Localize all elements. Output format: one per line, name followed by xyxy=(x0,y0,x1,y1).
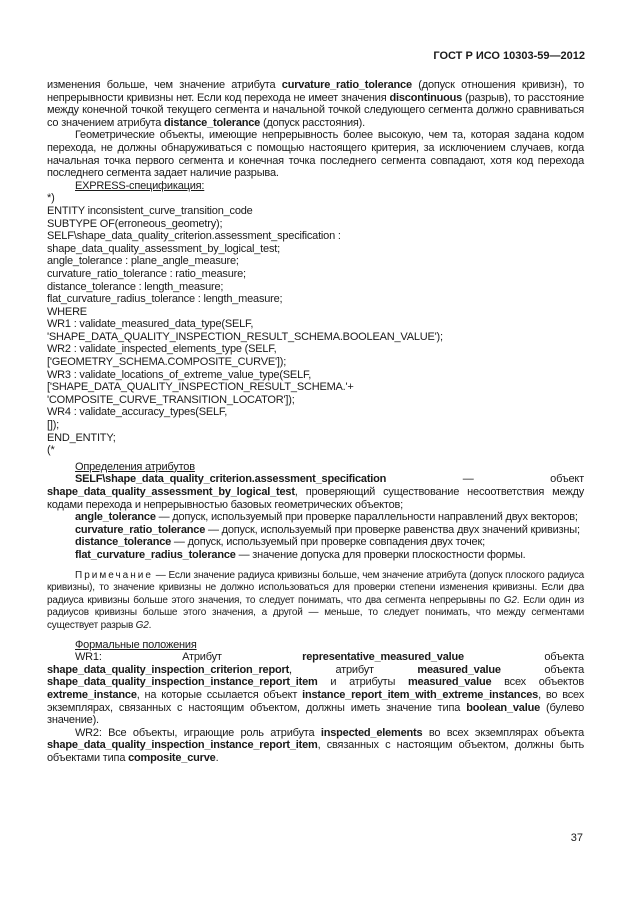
attribute-flat-curvature-radius-tolerance xyxy=(47,549,584,562)
code-line: WR3 : validate_locations_of_extreme_value_type(SELF, xyxy=(47,368,312,381)
term: shape_data_quality_inspection_criterion_report xyxy=(47,663,290,676)
term: boolean_value xyxy=(466,701,541,714)
term: flat_curvature_radius_tolerance xyxy=(75,548,236,561)
text: — допуск, используемый при проверке совпадения двух точек; xyxy=(171,536,485,549)
code-line: WR2 : validate_inspected_elements_type (SELF, xyxy=(47,343,277,356)
attribute-assessment-specification xyxy=(47,473,584,511)
term: representative_measured_value xyxy=(302,651,464,664)
text: (допуск расстояния). xyxy=(260,116,365,129)
code-line: curvature_ratio_tolerance : ratio_measure; xyxy=(47,267,246,280)
paragraph-curvature-continuity xyxy=(47,79,584,129)
rule-wr1 xyxy=(47,651,584,727)
math-symbol: G2 xyxy=(135,619,149,631)
code-line: shape_data_quality_assessment_by_logical_test; xyxy=(47,242,280,255)
code-line: SELF\shape_data_quality_criterion.assessment_specification : xyxy=(47,230,341,243)
term: discontinuous xyxy=(389,91,463,104)
term: SELF\shape_data_quality_criterion.assessment_specification xyxy=(75,473,387,486)
code-line: []); xyxy=(47,419,60,432)
code-line: distance_tolerance : length_measure; xyxy=(47,280,224,293)
text: . Если один из радиусов кривизны больше этого значения, а другой — меньше, то следует понимать, что между сегментами существует разрыв xyxy=(47,594,585,631)
text: изменения больше, чем значение атрибута xyxy=(47,79,282,91)
code-line: (* xyxy=(47,444,55,457)
attribute-angle-tolerance xyxy=(47,511,584,524)
rule-wr2 xyxy=(47,727,584,765)
text: . xyxy=(215,751,219,764)
term: measured_value xyxy=(417,663,501,676)
term: shape_data_quality_inspection_instance_report_item xyxy=(47,739,318,752)
text: — Если значение радиуса кривизны больше, чем значение атрибута (допуск плоского радиуса кривизны), то значение кривизны не должно использоваться для проверки степени изменения кривизны. Если два радиуса кривизны больше этого значения, то следует понимать, что два сегмента непрерывны по xyxy=(47,569,584,606)
text: — допуск, используемый при проверке равенства двух значений кривизны; xyxy=(205,523,580,536)
express-code xyxy=(47,192,584,456)
code-line: *) xyxy=(47,192,55,205)
code-line: WHERE xyxy=(47,305,87,318)
text: объекта xyxy=(500,663,584,676)
text: , связанных с настоящим объектом, должны быть объектами типа xyxy=(47,739,584,764)
text: и атрибуты xyxy=(317,676,408,689)
code-line: END_ENTITY; xyxy=(47,431,116,444)
text: WR1: Атрибут xyxy=(75,651,303,664)
code-line: ['GEOMETRY_SCHEMA.COMPOSITE_CURVE']); xyxy=(47,356,287,369)
text: объекта xyxy=(463,651,584,664)
term: composite_curve xyxy=(128,751,216,764)
term: inspected_elements xyxy=(320,726,423,739)
code-line: 'COMPOSITE_CURVE_TRANSITION_LOCATOR']); xyxy=(47,393,295,406)
text: , атрибут xyxy=(289,663,418,676)
formal-propositions-heading: Формальные положения xyxy=(75,638,197,651)
document-header: ГОСТ Р ИСО 10303-59—2012 xyxy=(433,50,585,62)
text: WR2: Все объекты, играющие роль атрибута xyxy=(75,726,321,739)
code-line: flat_curvature_radius_tolerance : length_measure; xyxy=(47,293,283,306)
attributes-heading: Определения атрибутов xyxy=(75,460,195,473)
page-number: 37 xyxy=(570,832,583,844)
note xyxy=(47,570,584,633)
note-label: Примечание xyxy=(75,569,153,581)
math-symbol: G2 xyxy=(503,594,517,606)
text: , во всех экземплярах, связанных с настоящим объектом, должны иметь значение типа xyxy=(47,688,584,714)
text: (булево значение). xyxy=(47,701,585,727)
code-line: angle_tolerance : plane_angle_measure; xyxy=(47,255,239,268)
term: shape_data_quality_inspection_instance_report_item xyxy=(47,676,318,689)
text: всех объектов xyxy=(491,676,584,689)
text: , на которые ссылается объект xyxy=(136,688,303,701)
text: . xyxy=(148,619,152,631)
code-line: WR4 : validate_accuracy_types(SELF, xyxy=(47,406,228,419)
code-line: ['SHAPE_DATA_QUALITY_INSPECTION_RESULT_SCHEMA.'+ xyxy=(47,381,354,394)
express-heading: EXPRESS-спецификация: xyxy=(75,179,205,192)
page-content xyxy=(47,79,584,764)
term: curvature_ratio_tolerance xyxy=(281,79,412,91)
term: curvature_ratio_tolerance xyxy=(75,523,206,536)
attribute-distance-tolerance xyxy=(47,536,584,549)
term: extreme_instance xyxy=(47,688,137,701)
text: (допуск отношения кривизн), то непрерывности кривизны нет. Если код перехода не имеет значения xyxy=(47,79,584,104)
term: angle_tolerance xyxy=(75,511,156,524)
paragraph-higher-continuity: Геометрические объекты, имеющие непрерывность более высокую, чем та, которая задана кодом перехода, не должны обнаруживаться с помощью настоящего критерия, за исключением случаев, когда начальная точка первого сегмента и конечная точка последнего сегмента совпадают, хотя код перехода последнего сегмента задает наличие разрыва. xyxy=(47,129,584,180)
term: distance_tolerance xyxy=(75,536,172,549)
term: distance_tolerance xyxy=(164,116,261,129)
code-line: 'SHAPE_DATA_QUALITY_INSPECTION_RESULT_SCHEMA.BOOLEAN_VALUE'); xyxy=(47,330,443,343)
code-line: ENTITY inconsistent_curve_transition_code xyxy=(47,204,253,217)
term: instance_report_item_with_extreme_instances xyxy=(302,688,539,701)
attribute-curvature-ratio-tolerance xyxy=(47,524,584,537)
text: — значение допуска для проверки плоскостности формы. xyxy=(235,548,526,561)
text: — объект xyxy=(386,473,584,486)
text: , проверяющий существование несоответствия между кодами перехода и непрерывностью базовых геометрических объектов; xyxy=(47,486,584,511)
term: measured_value xyxy=(407,676,492,689)
code-line: WR1 : validate_measured_data_type(SELF, xyxy=(47,318,254,331)
text: во всех экземплярах объекта xyxy=(422,726,584,739)
term: shape_data_quality_assessment_by_logical_test xyxy=(47,486,295,498)
text: (разрыв), то расстояние между конечной точкой текущего сегмента и начальной точкой следующего сегмента должно сравниваться со значением атрибута xyxy=(47,91,585,129)
code-line: SUBTYPE OF(erroneous_geometry); xyxy=(47,217,223,230)
text: — допуск, используемый при проверке параллельности направлений двух векторов; xyxy=(155,511,578,524)
